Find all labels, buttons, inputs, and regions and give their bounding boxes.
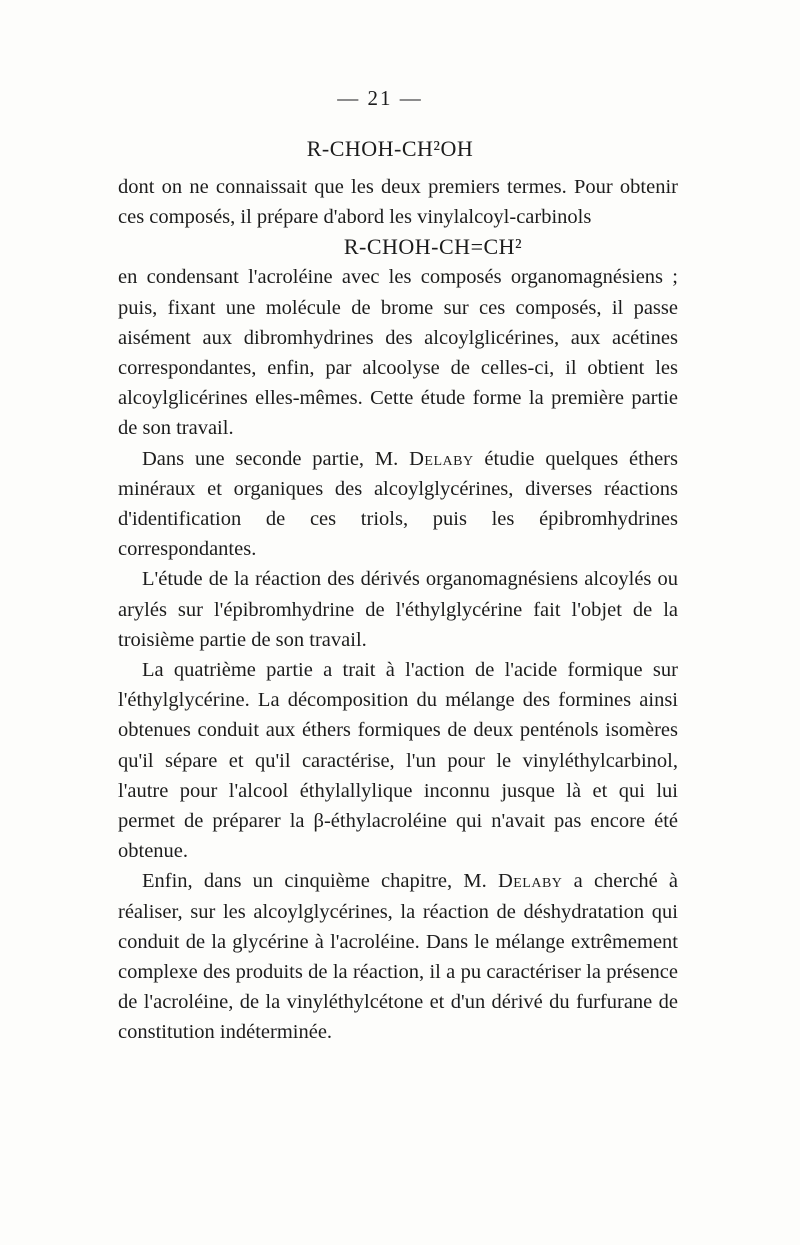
formula-alcoylglycerine: R-CHOH-CH²OH: [306, 136, 474, 161]
paragraph-1-lead: dont on ne connaissait que les deux premiers termes. Pour obtenir ces composés, il prépare d'abord les vinylalcoyl-carbinols: [118, 176, 678, 229]
formula-vinylalcoylcarbinol: R-CHOH-CH=CH²: [343, 234, 523, 260]
paragraph-3: L'étude de la réaction des dérivés organomagnésiens alcoylés ou arylés sur l'épibromhydrine de l'éthylglycérine fait l'objet de la troisième partie de son travail.: [118, 568, 678, 651]
paragraph-5: [118, 866, 678, 1047]
page-number: — 21 —: [337, 86, 423, 110]
author-name: Delaby: [409, 447, 474, 470]
paragraph-4: La quatrième partie a trait à l'action de l'acide formique sur l'éthylglycérine. La décomposition du mélange des formines ainsi obtenues conduit aux éthers formiques de deux penténols isomères qu'il sépare et qu'il caractérise, l'un pour le vinyléthylcarbinol, l'autre pour l'alcool éthylallylique inconnu jusque là et qui lui permet de préparer la β-éthylacroléine qui n'avait pas encore été obtenue.: [118, 659, 678, 863]
body-text: [118, 172, 678, 1048]
paragraph-2: [118, 444, 678, 565]
paragraph-5-post: a cherché à réaliser, sur les alcoylglycérines, la réaction de déshydratation qui conduit de la glycérine à l'acroléine. Dans le mélange extrêmement complexe des produits de la réaction, il a pu caractériser la présence de l'acroléine, de la vinyléthylcétone et d'un dérivé du furfurane de constitution indéterminée.: [118, 870, 679, 1044]
author-name: Delaby: [497, 870, 563, 893]
paragraph-5-pre: Enfin, dans un cinquième chapitre, M.: [142, 870, 498, 893]
paragraph-2-post: étudie quelques éthers minéraux et organiques des alcoylglycérines, diverses réactions d'identification de ces triols, puis les épibromhydrines correspondantes.: [118, 447, 678, 561]
paragraph-1-tail: en condensant l'acroléine avec les composés organomagnésiens ; puis, fixant une molécule de brome sur ces composés, il passe aisément aux dibromhydrines des alcoylglicérines, aux acétines correspondantes, enfin, par alcoolyse de celles-ci, il obtient les alcoylglicérines elles-mêmes. Cette étude forme la première partie de son travail.: [118, 266, 678, 440]
paragraph-2-pre: Dans une seconde partie, M.: [142, 447, 410, 470]
